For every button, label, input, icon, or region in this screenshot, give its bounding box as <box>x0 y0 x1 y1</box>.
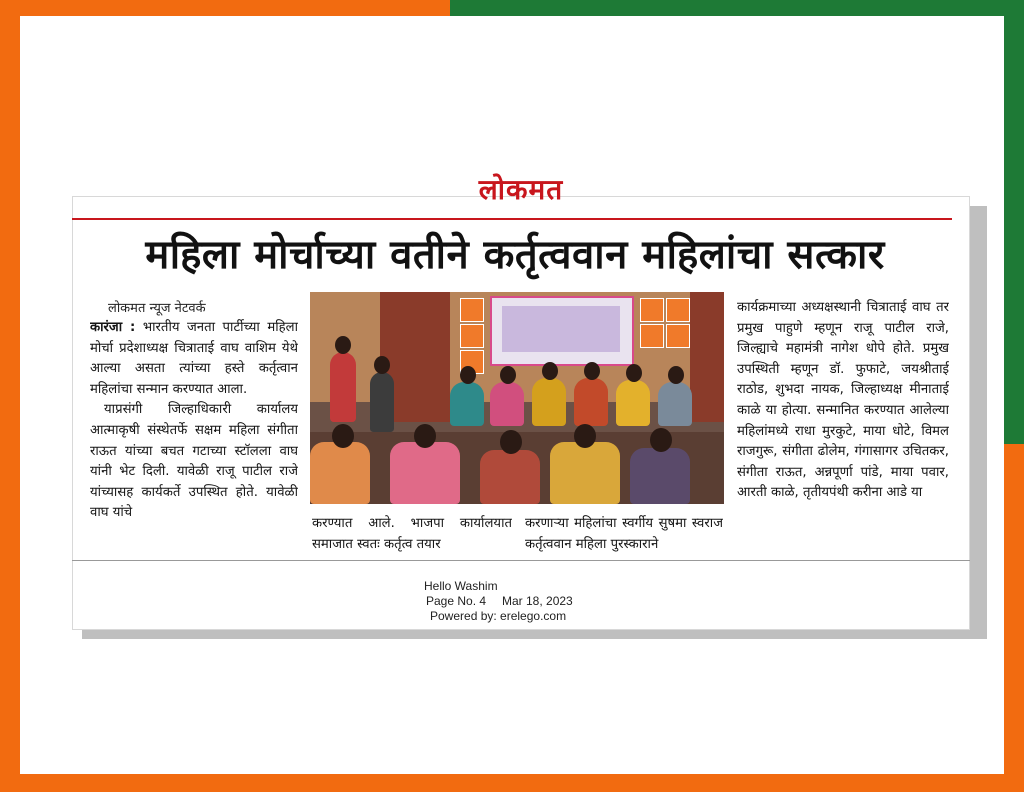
article-paragraph-2: याप्रसंगी जिल्हाधिकारी कार्यालय आत्माकृषी संस्थेतर्फे सक्षम महिला संगीता राऊत यांच्या बचत गटाच्या स्टॉलला वाघ यांनी भेट दिली. यावेळी राजू पाटील राजे यांच्यासह कार्यकर्ते उपस्थित होते. यावेळी वाघ यांचे <box>90 402 298 521</box>
frame-top-green <box>450 0 1024 16</box>
article-headline: महिला मोर्चाच्या वतीने कर्तृत्ववान महिलांचा सत्कार <box>145 232 885 278</box>
frame-right-green <box>1004 16 1024 444</box>
frame-bottom-orange <box>0 774 1024 792</box>
article-column-right: कार्यक्रमाच्या अध्यक्षस्थानी चित्राताई वाघ तर प्रमुख पाहुणे म्हणून राजू पाटील राजे, जिल्ह्याचे महामंत्री नागेश धोपे होते. प्रमुख उपस्थिती म्हणून डॉ. फुफाटे, जयश्रीताई राठोड, शुभदा नायक, जिल्हाध्यक्ष मीनाताई काळे या होत्या. सन्मानित करण्यात आलेल्या महिलांमध्ये राधा मुरकुटे, माया धोटे, विमल राजगुरू, संगीता ढोलेम, गंगासागर उचितकर, संगीता राऊत, अन्नपूर्णा पांडे, माया पवार, आरती काळे, तृतीयपंथी करीना आडे या <box>737 300 949 501</box>
frame-top-orange <box>0 0 450 16</box>
article-paragraph-1: भारतीय जनता पार्टीच्या महिला मोर्चा प्रदेशाध्यक्ष चित्राताई वाघ वाशिम येथे आल्या असता त्यांच्या हस्ते कर्तृत्वान महिलांचा सन्मान करण्यात आला. <box>90 320 298 397</box>
footer-site-name: Hello Washim <box>424 579 498 593</box>
article-byline: लोकमत न्यूज नेटवर्क <box>108 301 206 316</box>
article-column-mid-2: करणाऱ्या महिलांचा स्वर्गीय सुषमा स्वराज कर्तृत्ववान महिला पुरस्काराने <box>525 516 723 552</box>
event-photo <box>310 292 724 504</box>
clipping-footer <box>72 560 970 631</box>
frame-right-orange <box>1004 444 1024 792</box>
masthead-rule <box>72 218 952 220</box>
frame-left-orange <box>0 0 20 792</box>
stage-banner <box>490 296 634 366</box>
article-column-left <box>90 318 298 558</box>
footer-date: Mar 18, 2023 <box>502 594 573 608</box>
article-dateline: कारंजा : <box>90 320 136 335</box>
footer-page-number: Page No. 4 <box>426 594 487 608</box>
footer-powered-by: Powered by: erelego.com <box>430 609 567 623</box>
newspaper-masthead: लोकमत <box>478 173 564 206</box>
article-column-mid-1: करण्यात आले. भाजपा कार्यालयात समाजात स्वतः कर्तृत्व तयार <box>312 516 512 552</box>
